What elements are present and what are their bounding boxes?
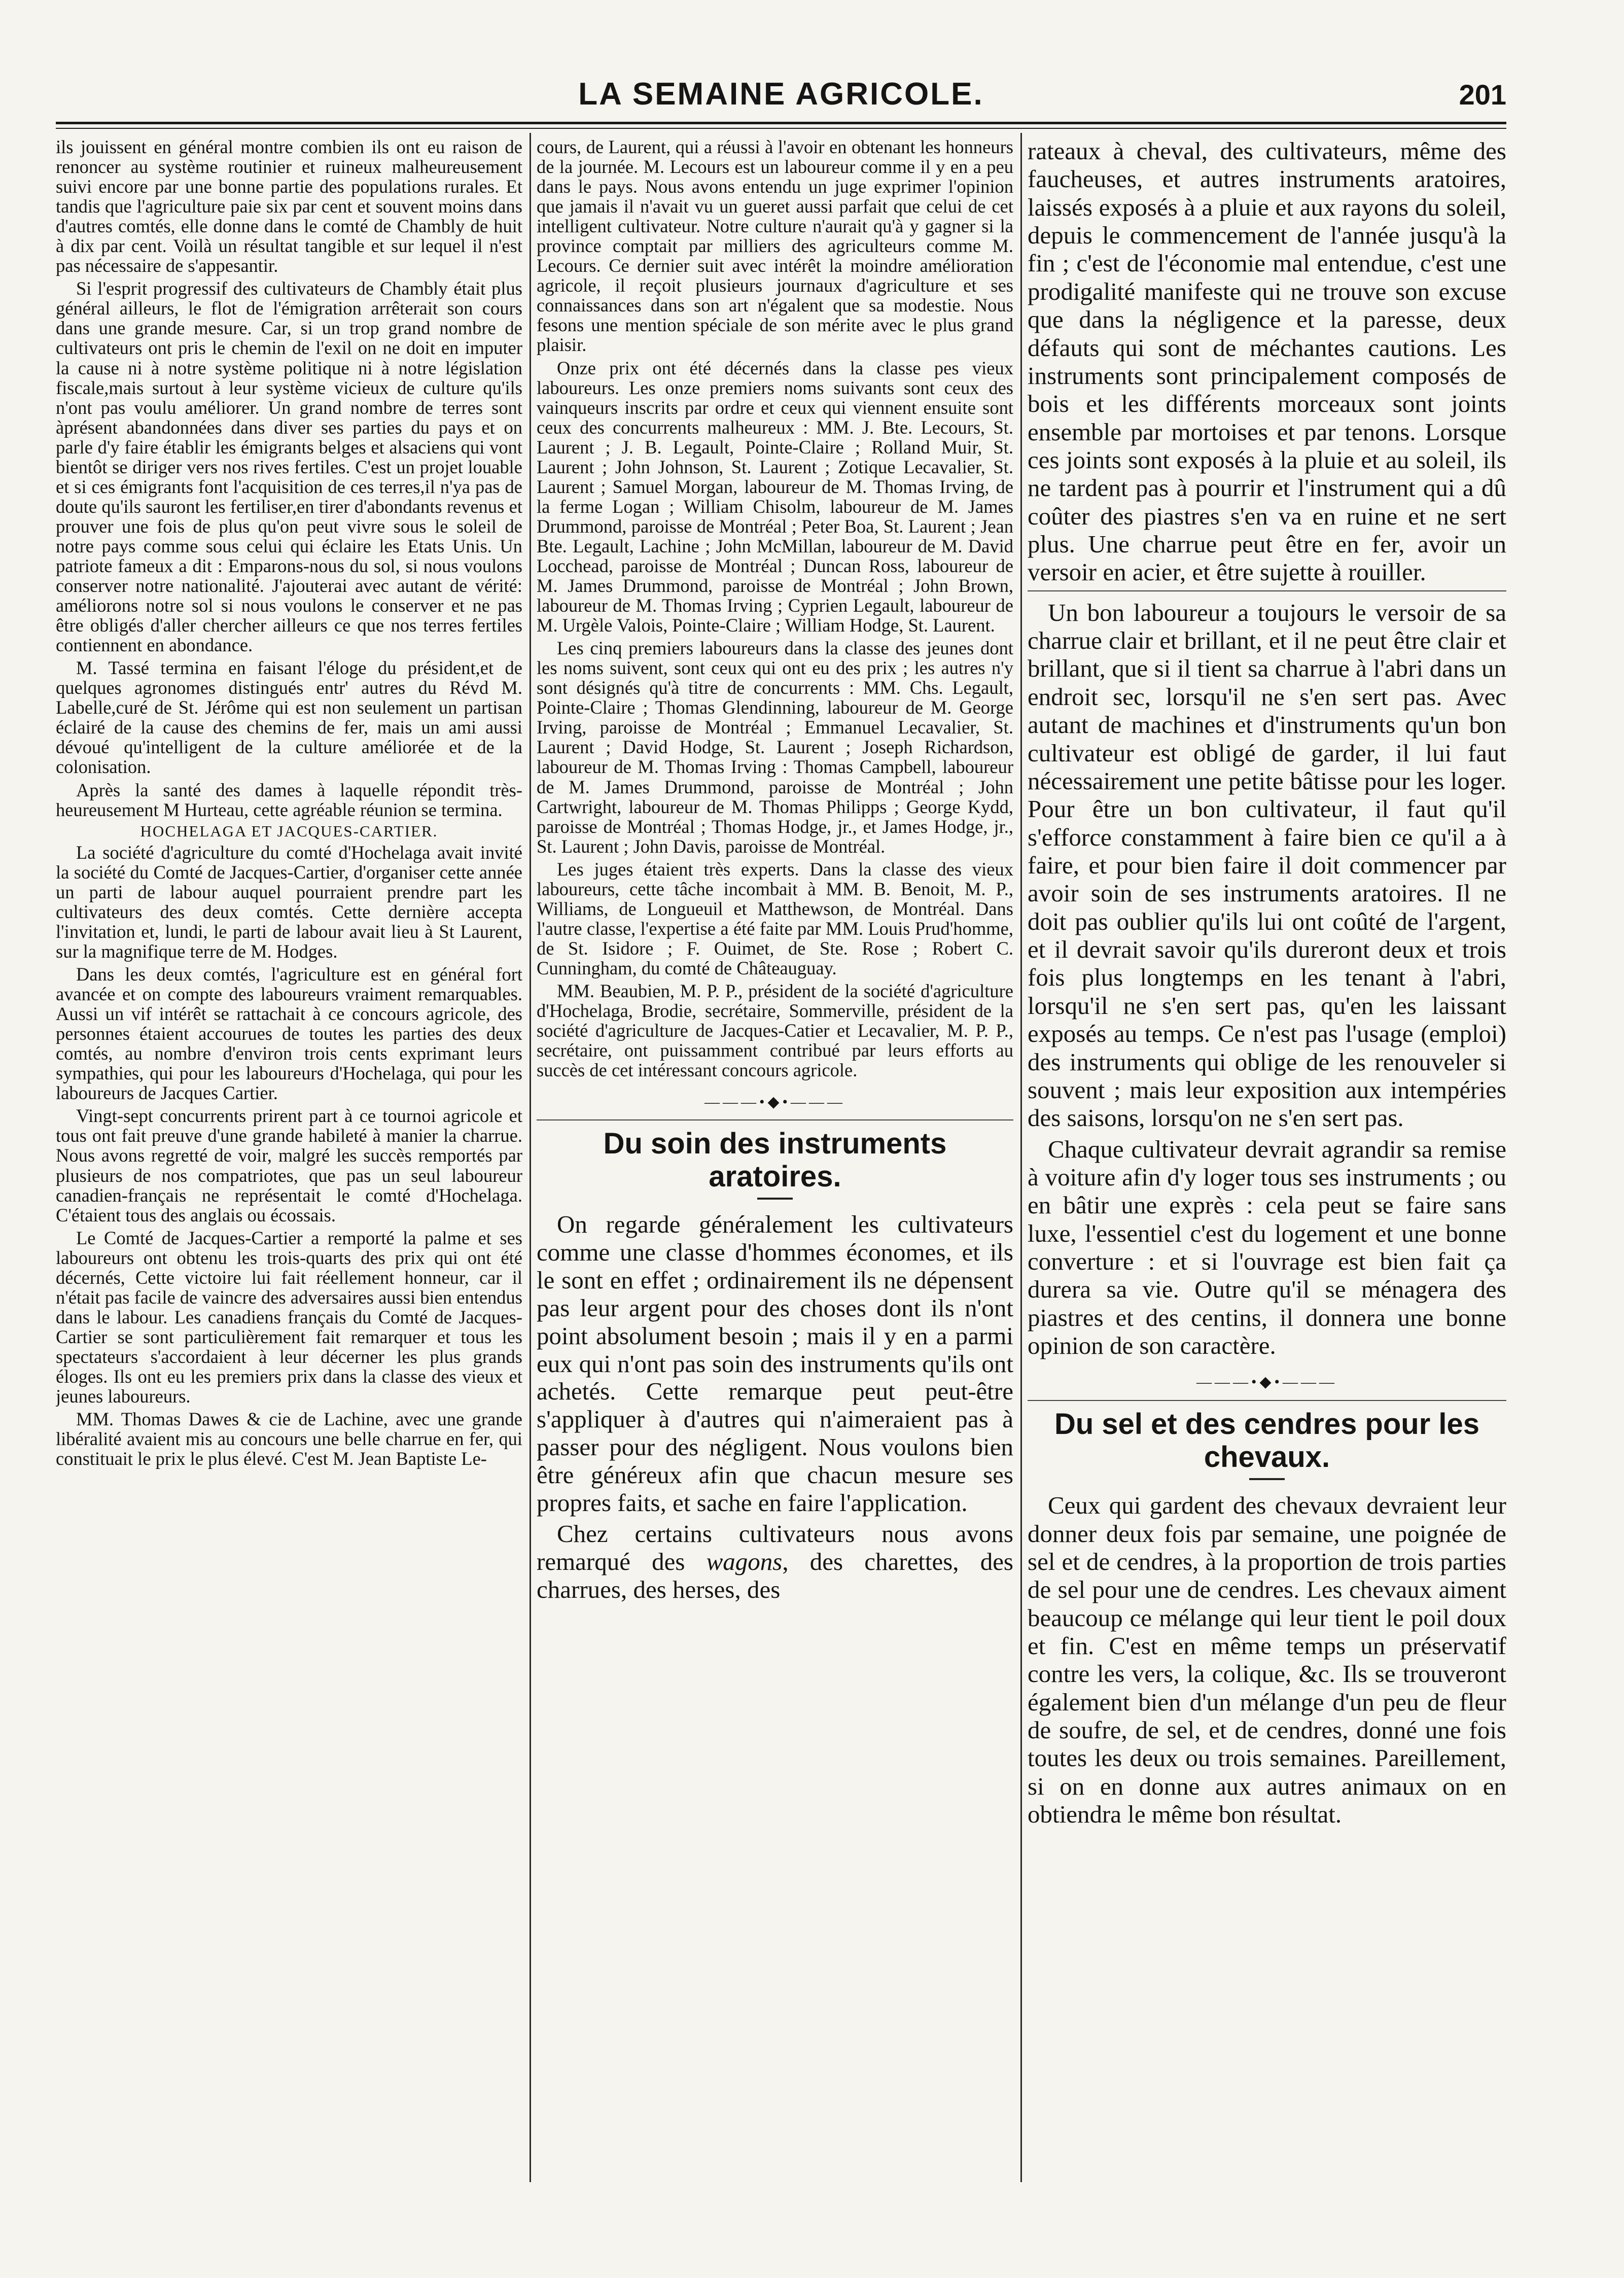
paragraph-rule — [1028, 590, 1506, 591]
paragraph: Ceux qui gardent des chevaux devraient leur donner deux fois par semaine, une poignée de sel et de cendres, à la proportion de trois parties de sel pour une de cendres. Les chevaux aiment beaucoup ce mélange qui leur tient le poil doux et fin. C'est en même temps un préservatif contre les vers, la colique, &c. Ils se trouveront également bien d'un mélange d'un peu de fleur de soufre, de sel, et de cendres, donné une fois toutes les deux ou trois semaines. Pareillement, si on en donne aux autres animaux on en obtiendra le même bon résultat. — [1028, 1491, 1506, 1829]
article-rule — [537, 1119, 1013, 1120]
article-title: Du soin des instruments aratoires. — [603, 1127, 947, 1194]
ornament-divider: ———•◆•——— — [704, 1094, 846, 1111]
paragraph: Les cinq premiers laboureurs dans la classe des jeunes dont les noms suivent, sont ceux qui ont eu des prix ; les autres n'y sont désignés qu'à titre de concurrents : MM. Chs. Legault, Pointe-Claire ; Thomas Glendinning, laboureur de M. George Irving, paroisse de Montréal ; Emmanuel Lecavalier, St. Laurent ; David Hodge, St. Laurent ; Joseph Richardson, laboureur de M. Thomas Irving : Thomas Campbell, laboureur de M. James Drummond, paroisse de Montréal ; John Cartwright, laboureur de M. Thomas Philipps ; George Kydd, paroisse de Montréal ; Thomas Hodge, jr., et James Hodge, jr., St. Laurent ; John Davis, paroisse de Montréal. — [537, 638, 1013, 857]
column-2 — [537, 137, 1013, 2181]
text-run: , des charettes, des charrues, des herses, des — [537, 1547, 1013, 1603]
paragraph: On regarde généralement les cultivateurs comme une classe d'hommes économes, et ils le sont en effet ; ordinairement ils ne dépensent pas leur argent pour des choses dont ils n'ont point absolument besoin ; mais il y en a parmi eux qui n'ont pas soin des instruments qu'ils ont achetés. Cette remarque peut peut-être s'appliquer à d'autres qui n'aimeraient pas à passer pour des négligent. Nous voulons bien être généreux afin que chacun mesure ses propres faits, et sache en faire l'application. — [537, 1210, 1013, 1517]
page-number: 201 — [1459, 79, 1506, 111]
title-dash — [757, 1198, 793, 1200]
paragraph: Onze prix ont été décernés dans la classe pes vieux laboureurs. Les onze premiers noms suivants sont ceux des vainqueurs inscrits par ordre et ceux qui viennent ensuite sont ceux des concurrents malheureux : MM. J. Bte. Lecours, St. Laurent ; J. B. Legault, Pointe-Claire ; Rolland Muir, St. Laurent ; John Johnson, St. Laurent ; Zotique Lecavalier, St. Laurent ; Samuel Morgan, laboureur de M. Thomas Irving, de la ferme Logan ; William Chisolm, laboureur de M. James Drummond, paroisse de Montréal ; Peter Boa, St. Laurent ; Jean Bte. Legault, Lachine ; John McMillan, laboureur de M. David Locchead, paroisse de Montréal ; Duncan Ross, laboureur de M. James Drummond, paroisse de Montréal ; John Brown, laboureur de M. Thomas Irving ; Cyprien Legault, laboureur de M. Urgèle Valois, Pointe-Claire ; William Hodge, St. Laurent. — [537, 357, 1013, 636]
paragraph: Dans les deux comtés, l'agriculture est en général fort avancée et on compte des laboureurs vraiment remarquables. Aussi un vif intérêt se rattachait à ce concours agricole, des personnes étaient accourues de toutes les parties des deux comtés, au nombre d'environ trois cents exprimant leurs sympathies, qui pour les laboureurs d'Hochelaga, qui pour les laboureurs de Jacques Cartier. — [56, 964, 522, 1104]
paragraph: La société d'agriculture du comté d'Hochelaga avait invité la société du Comté de Jacques-Cartier, d'organiser cette année un parti de labour auquel pourraient prendre part les cultivateurs des deux comtés. Cette dernière accepta l'invitation et, lundi, le parti de labour avait lieu à St Laurent, sur la magnifique terre de M. Hodges. — [56, 842, 522, 962]
paragraph — [537, 1520, 1013, 1604]
page-header — [56, 76, 1506, 127]
column-1 — [56, 137, 522, 2181]
paragraph: Vingt-sept concurrents prirent part à ce tournoi agricole et tous ont fait preuve d'une grande habileté à manier la charrue. Nous avons regretté de voir, malgré les succès remportés par plusieurs de nos compatriotes, que pas un seul laboureur canadien-français ne représentait le comté d'Hochelaga. C'étaient tous des anglais ou écossais. — [56, 1105, 522, 1225]
text-run: Chez certains cultivateurs nous avons remarqué des — [537, 1519, 1013, 1575]
header-rule — [56, 122, 1506, 124]
column-divider — [529, 133, 531, 2182]
paragraph: Si l'esprit progressif des cultivateurs de Chambly était plus général ailleurs, le flot de l'émigration arrêterait son cours dans une grande mesure. Car, si un trop grand nombre de cultivateurs ont pris le chemin de l'exil on ne doit en imputer la cause ni à notre système politique ni à notre législation fiscale,mais surtout à leur système vicieux de culture qu'ils n'ont pas voulu améliorer. Un grand nombre de terres sont àprésent abandonnées dans diver ses parties du pays et on parle d'y faire établir les émigrants belges et alsaciens qui vont bientôt se diriger vers nos rives fertiles. C'est un projet louable et si ces émigrants font l'acquisition de ces terres,il n'ya pas de doute qu'ils sauront les fertiliser,en tirer d'abondants revenus et prouver une fois de plus qu'on peut vivre sous le soleil de notre pays comme sous celui qui éclaire les Etats Unis. Un patriote fameux a dit : Emparons-nous du sol, si nous voulons conserver notre nationalité. J'ajouterai avec autant de vérité: améliorons notre sol si nous voulons le conserver et ne pas être obligés d'aller chercher ailleurs ce que nos terres fertiles contiennent en abondance. — [56, 278, 522, 656]
ornament-divider: ———•◆•——— — [1196, 1374, 1338, 1391]
article-rule — [1028, 1400, 1506, 1401]
paragraph: Les juges étaient très experts. Dans la classe des vieux laboureurs, cette tâche incombait à MM. B. Benoit, M. P., Williams, de Longueuil et Matthewson, de Montréal. Dans l'autre classe, l'expertise a été faite par MM. Louis Prud'homme, de St. Isidore ; F. Ouimet, de Ste. Rose ; Robert C. Cunningham, du comté de Châteauguay. — [537, 858, 1013, 978]
article-body — [537, 1211, 1013, 1603]
paragraph: Chaque cultivateur devrait agrandir sa remise à voiture afin d'y loger tous ses instruments ; ou en bâtir une exprès : cela peut se faire sans luxe, l'essentiel c'est du logement et une bonne converture : et si l'ouvrage est bien fait ça durera sa vie. Outre qu'il se ménagera des piastres et des centins, il donnera une bonne opinion de son caractère. — [1028, 1135, 1506, 1360]
paragraph: Après la santé des dames à laquelle répondit très-heureusement M Hurteau, cette agréable réunion se termina. — [56, 779, 522, 820]
paragraph: MM. Beaubien, M. P. P., président de la société d'agriculture d'Hochelaga, Brodie, secrétaire, Sommerville, président de la société d'agriculture de Jacques-Catier et Lecavalier, M. P. P., secrétaire, ont puissamment contribué par leurs efforts au succès de cet intéressant concours agricole. — [537, 980, 1013, 1081]
emphasis: wagons — [706, 1547, 783, 1575]
column-divider — [1020, 133, 1022, 2182]
paragraph: cours, de Laurent, qui a réussi à l'avoir en obtenant les honneurs de la journée. M. Lecours est un laboureur comme il y en a peu dans le pays. Nous avons entendu un juge exprimer l'opinion que jamais il n'avait vu un gueret aussi parfait que celui de cet intelligent cultivateur. Notre culture n'aurait qu'à y gagner si la province comptait par milliers des agriculteurs comme M. Lecours. Ce dernier suit avec intérêt la moindre amélioration agricole, il reçoit plusieurs journaux d'agriculture et ses connaissances dans son art n'égalent que sa modestie. Nous fesons une mention spéciale de son mérite avec le plus grand plaisir. — [537, 137, 1013, 356]
section-heading: HOCHELAGA ET JACQUES-CARTIER. — [140, 822, 438, 840]
article-title: Du sel et des cendres pour les chevaux. — [1054, 1408, 1480, 1474]
paragraph: Un bon laboureur a toujours le versoir de sa charrue clair et brillant, et il ne peut être clair et brillant, que si il tient sa charrue à l'abri dans un endroit sec, lorsqu'il ne s'en sert pas. Avec autant de machines et d'instruments qu'un bon cultivateur est obligé de garder, il lui faut nécessairement une petite bâtisse pour les loger. Pour être un bon cultivateur, il faut qu'il s'efforce constamment à faire bien ce qu'il a à faire, et pour bien faire il doit commencer par avoir soin de ses instruments aratoires. Il ne doit pas oublier qu'ils lui ont coûté de l'argent, et il devrait savoir qu'ils dureront deux et trois fois plus longtemps en les tenant à l'abri, lorsqu'il ne s'en sert pas, qu'en les laissant exposés au temps. Ce n'est pas l'usage (emploi) des instruments qui oblige de les renouveler si souvent ; mais leur exposition aux intempéries des saisons, lorsqu'on ne s'en sert pas. — [1028, 598, 1506, 1132]
paragraph: Le Comté de Jacques-Cartier a remporté la palme et ses laboureurs ont obtenu les trois-quarts des prix qui ont été décernés, Cette victoire lui fait réellement honneur, car il n'était pas facile de vaincre des adversaires aussi bien entendus dans le labour. Les canadiens français du Comté de Jacques-Cartier se sont particulièrement fait remarquer et tous les spectateurs s'accordaient à leur décerner les plus grands éloges. Ils ont eu les premiers prix dans la classe des vieux et jeunes laboureurs. — [56, 1227, 522, 1407]
masthead: LA SEMAINE AGRICOLE. — [578, 77, 984, 112]
paragraph: M. Tassé termina en faisant l'éloge du président,et de quelques agronomes distingués entr' autres du Révd M. Labelle,curé de St. Jérôme qui est non seulement un partisan éclairé de la cause des chemins de fer, mais un ami aussi dévoué qu'intelligent de la culture améliorée et de la colonisation. — [56, 657, 522, 778]
paragraph: MM. Thomas Dawes & cie de Lachine, avec une grande libéralité avaient mis au concours une belle charrue en fer, qui constituait le prix le plus élevé. C'est M. Jean Baptiste Le- — [56, 1409, 522, 1469]
column-3 — [1028, 137, 1506, 2181]
paragraph: rateaux à cheval, des cultivateurs, même des faucheuses, et autres instruments aratoires, laissés exposés à a pluie et aux rayons du soleil, depuis le commencement de l'année jusqu'à la fin ; c'est de l'économie mal entendue, c'est une prodigalité manifeste qui ne trouve son excuse que dans la négligence et la paresse, deux défauts qui sont de méchantes cautions. Les instruments sont principalement composés de bois et les différents morceaux sont joints ensemble par mortoises et par tenons. Lorsque ces joints sont exposés à la pluie et au soleil, ils ne tardent pas à pourrir et l'instrument qui a dû coûter des piastres s'en va en ruine et ne sert plus. Une charrue peut être en fer, avoir un versoir en acier, et être sujette à rouiller. — [1028, 137, 1506, 586]
header-rule-thin — [56, 128, 1506, 129]
title-dash — [1249, 1478, 1285, 1480]
paragraph: ils jouissent en général montre combien ils ont eu raison de renoncer au système routinier et ruineux malheureusement suivi encore par une bonne partie des populations rurales. Et tandis que l'agriculture paie six par cent et souvent moins dans d'autres comtés, elle donne dans le comté de Chambly de huit à dix par cent. Voilà un résultat tangible et sur lequel il n'est pas nécessaire de s'appesantir. — [56, 137, 522, 276]
